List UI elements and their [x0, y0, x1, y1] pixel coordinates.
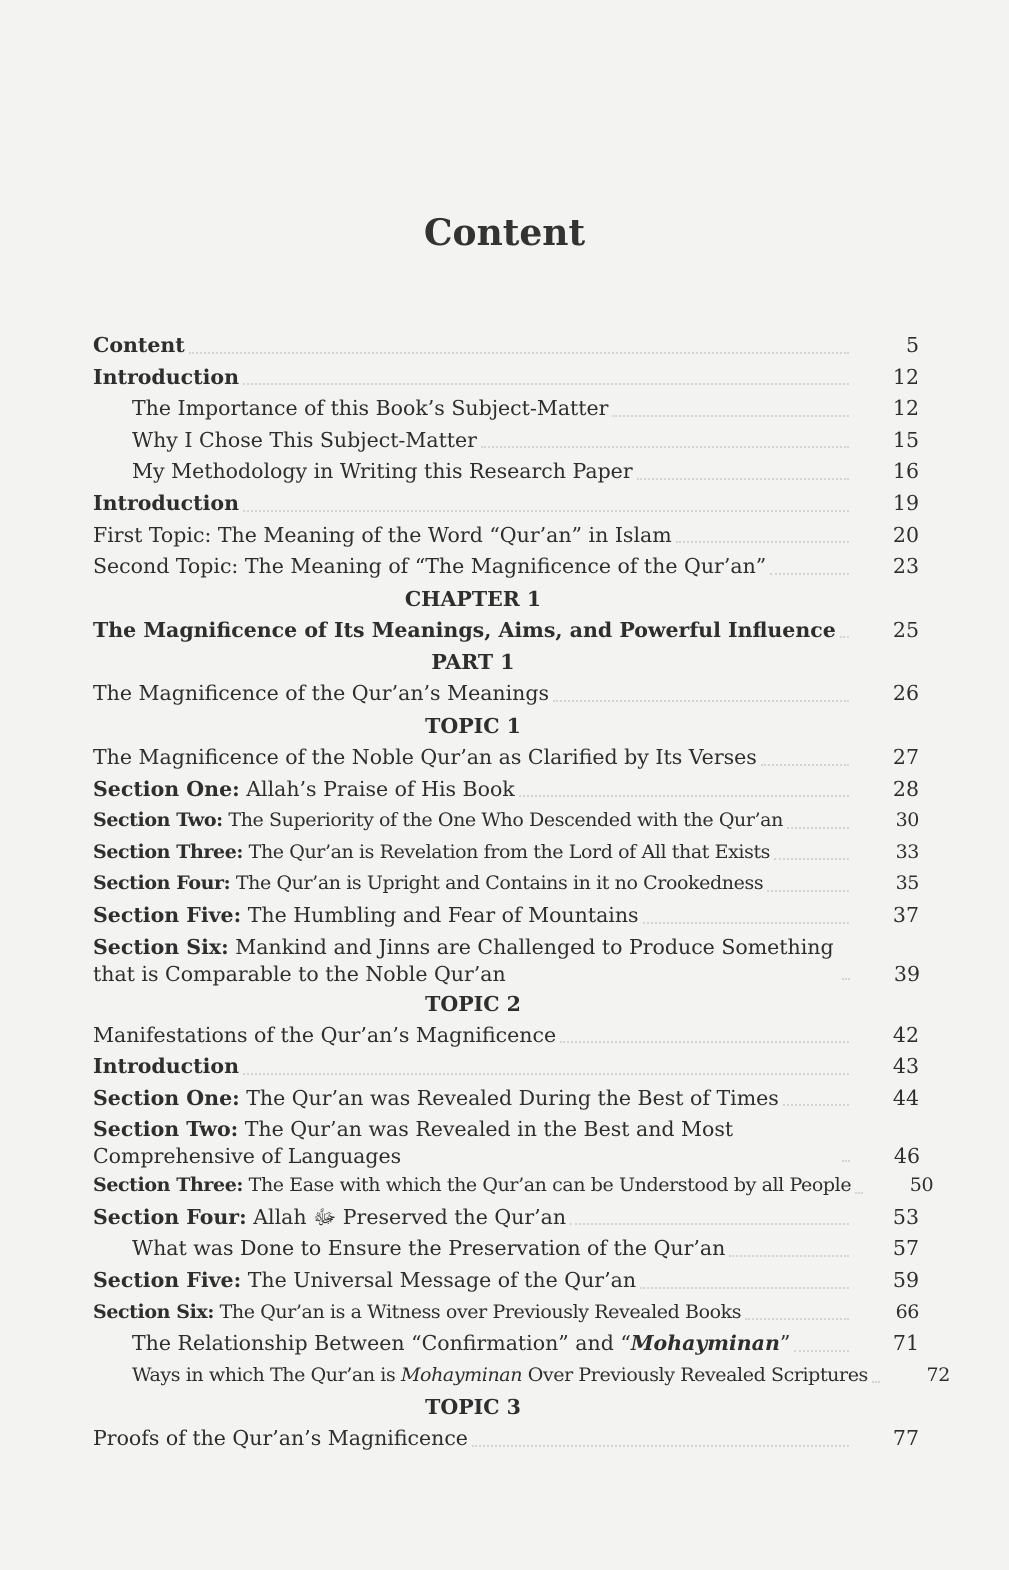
toc-entry-title	[93, 742, 757, 774]
dot-leader	[612, 415, 849, 417]
dot-leader	[676, 541, 849, 543]
dot-leader	[243, 383, 849, 385]
toc-entry-title	[93, 1116, 838, 1170]
toc-entry-lead: Content	[93, 333, 185, 357]
dot-leader	[640, 1287, 849, 1289]
page-number: 12	[892, 364, 919, 389]
toc-entry-title	[93, 456, 633, 488]
toc-entry-italic: Mohayminan	[400, 1363, 523, 1386]
toc-entry-lead: Section Four:	[93, 872, 231, 895]
toc-entry[interactable]	[93, 1328, 919, 1360]
page-number: 19	[892, 490, 919, 515]
toc-entry-text: Ways in which The Qur’an is	[132, 1363, 401, 1386]
toc-entry-title	[93, 1328, 790, 1360]
dot-leader	[560, 1041, 849, 1043]
toc-entry-title	[93, 774, 515, 806]
page-number: 43	[892, 1054, 919, 1079]
toc-entry-text: The Qur’an was Revealed in the Best and Most Comprehensive of Languages	[93, 1117, 734, 1169]
page-number: 59	[892, 1268, 919, 1293]
dot-leader	[770, 573, 849, 575]
dot-leader	[787, 827, 849, 829]
page-number: 37	[892, 902, 919, 927]
dot-leader	[243, 510, 849, 512]
dot-leader	[783, 1104, 849, 1106]
dot-leader	[842, 978, 850, 980]
toc-entry[interactable]	[93, 1360, 950, 1392]
toc-entry-text-continued: ”	[779, 1331, 791, 1356]
toc-entry-text: The Qur’an is Revelation from the Lord of All that Exists	[243, 840, 771, 863]
toc-entry-title	[93, 615, 836, 647]
toc-entry-text: The Ease with which the Qur’an can be Understood by all People	[243, 1174, 852, 1197]
toc-entry-text: Why I Chose This Subject-Matter	[132, 427, 477, 452]
dot-leader	[481, 446, 849, 448]
toc-entry[interactable]	[93, 425, 919, 457]
toc-entry[interactable]	[93, 774, 919, 806]
page-number: 27	[892, 744, 919, 769]
dot-leader	[761, 764, 849, 766]
toc-entry-text: Allah ﷻ Preserved the Qur’an	[246, 1204, 567, 1229]
toc-entry-text: The Magnificence of the Noble Qur’an as Clarified by Its Verses	[93, 744, 757, 769]
page-number: 20	[892, 522, 919, 547]
toc-entry-title	[93, 934, 838, 988]
page-number: 26	[892, 681, 919, 706]
toc-entry-text: The Magnificence of the Qur’an’s Meanings	[93, 681, 550, 706]
dot-leader	[472, 1445, 849, 1447]
toc-entry-text: Second Topic: The Meaning of “The Magnificence of the Qur’an”	[93, 554, 767, 579]
toc-entry[interactable]	[93, 1265, 919, 1297]
toc-entry-title	[93, 520, 672, 552]
toc-entry-title	[93, 1020, 556, 1052]
toc-entry-lead: Introduction	[93, 490, 239, 515]
toc-entry-text: What was Done to Ensure the Preservation of the Qur’an	[132, 1236, 726, 1261]
toc-entry-text: The Qur’an is a Witness over Previously Revealed Books	[213, 1300, 742, 1323]
toc-entry[interactable]	[93, 1051, 919, 1083]
toc-entry[interactable]	[93, 520, 919, 552]
toc-entry[interactable]	[93, 1170, 934, 1202]
dot-leader	[840, 636, 849, 638]
page-number: 12	[892, 396, 919, 421]
toc-entry[interactable]	[93, 1020, 919, 1052]
page-number: 66	[895, 1300, 919, 1323]
toc-entry-text: My Methodology in Writing this Research Paper	[132, 459, 633, 484]
dot-leader	[842, 1160, 850, 1162]
page-number: 53	[892, 1204, 919, 1229]
toc-entry-lead: Section Three:	[93, 1174, 244, 1197]
toc-entry-text: The Superiority of the One Who Descended with the Qur’an	[222, 809, 783, 832]
toc-entry-text: First Topic: The Meaning of the Word “Qur’an” in Islam	[93, 522, 672, 547]
toc-entry[interactable]	[93, 1114, 919, 1170]
toc-entry[interactable]	[93, 393, 919, 425]
toc-entry-title	[93, 805, 783, 837]
page-number: 15	[892, 427, 919, 452]
toc-entry-lead: Section Five:	[93, 902, 242, 927]
toc-entry[interactable]	[93, 678, 919, 710]
toc-entry[interactable]	[93, 837, 919, 869]
toc-entry-title	[93, 1423, 468, 1455]
toc-entry-text: Mankind and Jinns are Challenged to Produce Something that is Comparable to the Noble Qur’an	[93, 934, 834, 986]
toc-entry-title	[93, 1202, 566, 1234]
toc-entry-title	[93, 1297, 741, 1329]
dot-leader	[243, 1073, 849, 1075]
toc-entry-text: The Importance of this Book’s Subject-Matter	[132, 396, 609, 421]
toc-entry-lead: Section Four:	[93, 1204, 247, 1229]
dot-leader	[637, 478, 849, 480]
toc-heading: TOPIC 3	[425, 1395, 521, 1420]
toc-entry-text: Manifestations of the Qur’an’s Magnificence	[93, 1022, 557, 1047]
toc-entry-lead: Introduction	[93, 364, 239, 389]
toc-entry[interactable]	[93, 1202, 919, 1234]
dot-leader	[855, 1192, 863, 1194]
toc-entry-lead: Section Two:	[93, 809, 223, 832]
page-number: 23	[892, 554, 919, 579]
toc-entry-title	[93, 330, 185, 362]
page-number: 72	[926, 1363, 950, 1386]
toc-entry[interactable]	[93, 1083, 919, 1115]
toc-entry-lead: Section Two:	[93, 1117, 239, 1142]
toc-entry-title	[93, 488, 239, 520]
toc-heading: TOPIC 2	[425, 991, 521, 1016]
page-number: 16	[892, 459, 919, 484]
toc-entry[interactable]	[93, 1423, 919, 1455]
toc-entry-lead: The Magnificence of Its Meanings, Aims, and Powerful Influence	[93, 617, 836, 642]
toc-entry-title	[93, 868, 763, 900]
toc-entry-title	[93, 900, 639, 932]
dot-leader	[745, 1318, 849, 1320]
toc-entry[interactable]	[93, 1297, 919, 1329]
dot-leader	[519, 795, 849, 797]
page-number: 57	[892, 1236, 919, 1261]
toc-heading: CHAPTER 1	[404, 586, 542, 611]
dot-leader	[767, 890, 849, 892]
toc-entry-text: The Relationship Between “Confirmation” and “	[132, 1331, 631, 1356]
toc-heading: PART 1	[431, 650, 515, 675]
toc-entry-title	[93, 1170, 851, 1202]
toc-entry[interactable]	[93, 1233, 919, 1265]
toc-entry-text: Allah’s Praise of His Book	[239, 776, 515, 801]
toc-entry-title	[93, 1360, 868, 1392]
page-number: 39	[893, 961, 920, 986]
toc-entry-lead: Section Six:	[93, 1300, 214, 1323]
toc-entry[interactable]	[93, 805, 919, 837]
page-title: Content	[423, 212, 586, 254]
toc-entry-title	[93, 678, 549, 710]
toc-entry-text: The Qur’an was Revealed During the Best of Times	[239, 1085, 779, 1110]
toc-entry-title	[93, 837, 770, 869]
toc-entry-title	[93, 425, 477, 457]
page-number: 5	[905, 333, 919, 357]
dot-leader	[794, 1350, 849, 1352]
toc-entry[interactable]	[93, 456, 919, 488]
page-number: 30	[895, 809, 919, 832]
dot-leader	[774, 858, 849, 860]
dot-leader	[643, 922, 849, 924]
toc-entry-text: The Qur’an is Upright and Contains in it no Crookedness	[230, 872, 764, 895]
toc-entry[interactable]	[93, 900, 919, 932]
dot-leader	[729, 1255, 849, 1257]
dot-leader	[872, 1381, 880, 1383]
toc-entry-title	[93, 1265, 636, 1297]
toc-entry[interactable]	[93, 488, 919, 520]
dot-leader	[189, 352, 849, 354]
toc-entry-title	[93, 393, 608, 425]
page-number: 33	[895, 840, 919, 863]
toc-entry-title	[93, 551, 766, 583]
page-number: 25	[892, 617, 919, 642]
toc-entry[interactable]	[93, 330, 919, 362]
toc-entry-lead: Section Five:	[93, 1268, 242, 1293]
page-number: 44	[892, 1085, 919, 1110]
toc-entry[interactable]	[93, 868, 919, 900]
toc-entry-title	[93, 1083, 779, 1115]
page-number: 77	[892, 1426, 919, 1451]
toc-entry[interactable]	[93, 932, 919, 988]
toc-entry-lead: Introduction	[93, 1054, 239, 1079]
toc-heading: TOPIC 1	[425, 713, 521, 738]
toc-entry-lead: Section One:	[93, 776, 240, 801]
page-number: 71	[892, 1331, 919, 1356]
toc-entry-text: Proofs of the Qur’an’s Magnificence	[93, 1426, 468, 1451]
page-number: 35	[895, 872, 919, 895]
toc-entry-title	[93, 1051, 239, 1083]
page-number: 50	[909, 1174, 934, 1197]
toc-entry-text: The Humbling and Fear of Mountains	[241, 902, 639, 927]
toc-entry-title	[93, 362, 239, 394]
toc-entry-lead: Section Three:	[93, 840, 244, 863]
toc-entry-lead: Section Six:	[93, 934, 229, 959]
toc-entry-italic: Mohayminan	[630, 1331, 780, 1356]
toc-entry-text-continued: Over Previously Revealed Scriptures	[522, 1363, 868, 1386]
toc-entry-lead: Section One:	[93, 1085, 240, 1110]
dot-leader	[553, 700, 849, 702]
toc-entry[interactable]	[93, 615, 919, 647]
table-of-contents	[93, 330, 950, 1455]
page-number: 28	[892, 776, 919, 801]
page-number: 42	[892, 1022, 919, 1047]
toc-entry[interactable]	[93, 551, 919, 583]
dot-leader	[570, 1223, 849, 1225]
toc-entry-text: The Universal Message of the Qur’an	[241, 1268, 637, 1293]
toc-entry-title	[93, 1233, 725, 1265]
toc-entry[interactable]	[93, 362, 919, 394]
page-number: 46	[893, 1144, 920, 1169]
toc-entry[interactable]	[93, 742, 919, 774]
